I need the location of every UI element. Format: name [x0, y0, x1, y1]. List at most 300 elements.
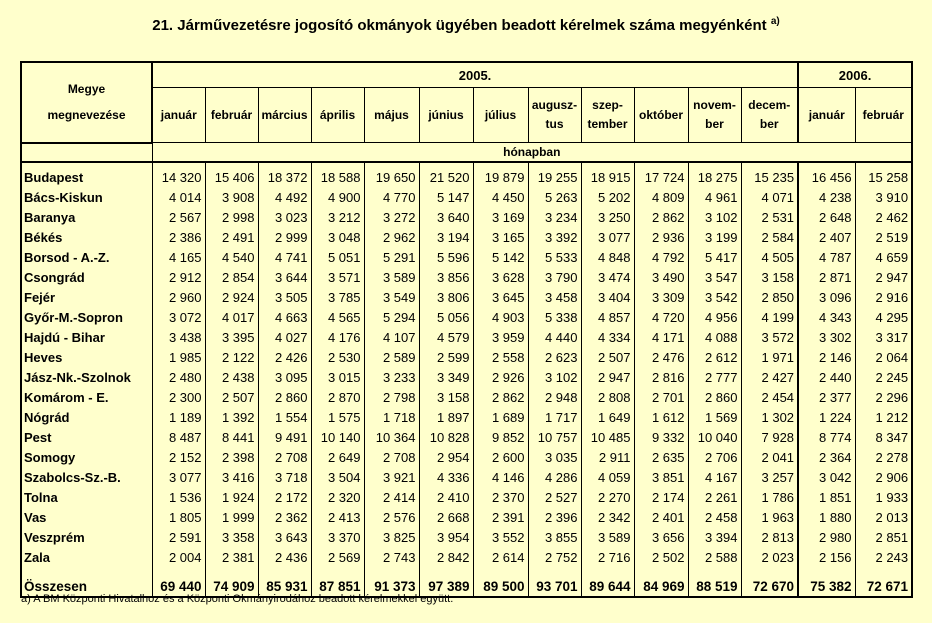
value-cell: 2 912 — [152, 267, 205, 287]
value-cell: 3 158 — [741, 267, 798, 287]
value-cell: 2 708 — [258, 447, 311, 467]
value-cell: 2 947 — [581, 367, 634, 387]
value-cell: 2 491 — [205, 227, 258, 247]
county-name: Zala — [21, 547, 152, 567]
table-row — [21, 407, 912, 427]
value-cell: 21 520 — [419, 162, 473, 187]
value-cell: 1 963 — [741, 507, 798, 527]
value-cell: 4 505 — [741, 247, 798, 267]
value-cell: 2 591 — [152, 527, 205, 547]
value-cell: 2 122 — [205, 347, 258, 367]
value-cell: 2 600 — [473, 447, 528, 467]
value-cell: 3 549 — [364, 287, 419, 307]
value-cell: 3 048 — [311, 227, 364, 247]
month-header-line1: július — [484, 107, 517, 122]
value-cell: 3 158 — [419, 387, 473, 407]
month-header-line1: május — [374, 107, 409, 122]
value-cell: 1 302 — [741, 407, 798, 427]
value-cell: 4 295 — [855, 307, 912, 327]
value-cell: 2 152 — [152, 447, 205, 467]
value-cell: 9 491 — [258, 427, 311, 447]
month-header-row — [21, 88, 912, 143]
value-cell: 2 527 — [528, 487, 581, 507]
value-cell: 2 948 — [528, 387, 581, 407]
table-row — [21, 187, 912, 207]
value-cell: 2 777 — [688, 367, 741, 387]
county-name: Pest — [21, 427, 152, 447]
value-cell: 3 785 — [311, 287, 364, 307]
value-cell: 2 860 — [258, 387, 311, 407]
value-cell: 3 169 — [473, 207, 528, 227]
value-cell: 2 862 — [473, 387, 528, 407]
county-name: Budapest — [21, 162, 152, 187]
value-cell: 89 644 — [581, 567, 634, 597]
value-cell: 2 507 — [205, 387, 258, 407]
value-cell: 2 708 — [364, 447, 419, 467]
value-cell: 2 716 — [581, 547, 634, 567]
value-cell: 2 342 — [581, 507, 634, 527]
value-cell: 5 294 — [364, 307, 419, 327]
value-cell: 3 395 — [205, 327, 258, 347]
value-cell: 2 576 — [364, 507, 419, 527]
value-cell: 1 897 — [419, 407, 473, 427]
county-name: Bács-Kiskun — [21, 187, 152, 207]
table-row — [21, 467, 912, 487]
value-cell: 5 533 — [528, 247, 581, 267]
value-cell: 3 370 — [311, 527, 364, 547]
value-cell: 2 862 — [634, 207, 688, 227]
value-cell: 2 370 — [473, 487, 528, 507]
year-2006-header: 2006. — [798, 62, 912, 88]
value-cell: 3 394 — [688, 527, 741, 547]
value-cell: 4 770 — [364, 187, 419, 207]
value-cell: 4 107 — [364, 327, 419, 347]
value-cell: 3 077 — [152, 467, 205, 487]
value-cell: 3 954 — [419, 527, 473, 547]
value-cell: 2 398 — [205, 447, 258, 467]
table-row — [21, 387, 912, 407]
value-cell: 3 199 — [688, 227, 741, 247]
month-header-line1: január — [160, 107, 197, 122]
value-cell: 3 806 — [419, 287, 473, 307]
value-cell: 2 300 — [152, 387, 205, 407]
unit-header: hónapban — [152, 143, 912, 163]
value-cell: 4 343 — [798, 307, 855, 327]
value-cell: 2 947 — [855, 267, 912, 287]
value-cell: 3 825 — [364, 527, 419, 547]
value-cell: 3 718 — [258, 467, 311, 487]
value-cell: 4 027 — [258, 327, 311, 347]
value-cell: 4 663 — [258, 307, 311, 327]
value-cell: 1 189 — [152, 407, 205, 427]
table-row — [21, 427, 912, 447]
value-cell: 3 474 — [581, 267, 634, 287]
value-cell: 2 999 — [258, 227, 311, 247]
month-header — [311, 88, 364, 143]
value-cell: 2 410 — [419, 487, 473, 507]
value-cell: 8 441 — [205, 427, 258, 447]
value-cell: 5 338 — [528, 307, 581, 327]
county-name: Szabolcs-Sz.-B. — [21, 467, 152, 487]
value-cell: 1 971 — [741, 347, 798, 367]
value-cell: 2 623 — [528, 347, 581, 367]
month-header — [473, 88, 528, 143]
county-name: Békés — [21, 227, 152, 247]
value-cell: 3 023 — [258, 207, 311, 227]
value-cell: 2 668 — [419, 507, 473, 527]
value-cell: 1 536 — [152, 487, 205, 507]
value-cell: 2 871 — [798, 267, 855, 287]
value-cell: 9 332 — [634, 427, 688, 447]
value-cell: 3 959 — [473, 327, 528, 347]
value-cell: 2 462 — [855, 207, 912, 227]
value-cell: 2 752 — [528, 547, 581, 567]
value-cell: 18 275 — [688, 162, 741, 187]
value-cell: 1 880 — [798, 507, 855, 527]
value-cell: 19 879 — [473, 162, 528, 187]
value-cell: 4 171 — [634, 327, 688, 347]
table-row — [21, 447, 912, 467]
value-cell: 2 530 — [311, 347, 364, 367]
month-header-line1: novem- — [693, 98, 736, 112]
value-cell: 3 505 — [258, 287, 311, 307]
value-cell: 5 147 — [419, 187, 473, 207]
value-cell: 18 588 — [311, 162, 364, 187]
value-cell: 3 790 — [528, 267, 581, 287]
value-cell: 3 250 — [581, 207, 634, 227]
value-cell: 3 572 — [741, 327, 798, 347]
value-cell: 72 671 — [855, 567, 912, 597]
value-cell: 3 416 — [205, 467, 258, 487]
value-cell: 1 212 — [855, 407, 912, 427]
value-cell: 2 558 — [473, 347, 528, 367]
value-cell: 97 389 — [419, 567, 473, 597]
value-cell: 4 146 — [473, 467, 528, 487]
value-cell: 3 072 — [152, 307, 205, 327]
value-cell: 10 757 — [528, 427, 581, 447]
value-cell: 1 717 — [528, 407, 581, 427]
county-name: Vas — [21, 507, 152, 527]
value-cell: 3 656 — [634, 527, 688, 547]
value-cell: 2 427 — [741, 367, 798, 387]
table-row — [21, 227, 912, 247]
value-cell: 4 741 — [258, 247, 311, 267]
value-cell: 2 531 — [741, 207, 798, 227]
value-cell: 3 851 — [634, 467, 688, 487]
table-header — [21, 62, 912, 162]
value-cell: 8 487 — [152, 427, 205, 447]
value-cell: 4 165 — [152, 247, 205, 267]
value-cell: 14 320 — [152, 162, 205, 187]
county-name: Hajdú - Bihar — [21, 327, 152, 347]
value-cell: 2 584 — [741, 227, 798, 247]
value-cell: 4 071 — [741, 187, 798, 207]
value-cell: 2 851 — [855, 527, 912, 547]
value-cell: 3 095 — [258, 367, 311, 387]
value-cell: 2 064 — [855, 347, 912, 367]
value-cell: 84 969 — [634, 567, 688, 597]
value-cell: 2 041 — [741, 447, 798, 467]
value-cell: 2 004 — [152, 547, 205, 567]
year-2005-header: 2005. — [152, 62, 798, 88]
value-cell: 1 985 — [152, 347, 205, 367]
value-cell: 4 199 — [741, 307, 798, 327]
month-header-line1: június — [428, 107, 464, 122]
value-cell: 4 956 — [688, 307, 741, 327]
value-cell: 2 270 — [581, 487, 634, 507]
value-cell: 4 176 — [311, 327, 364, 347]
value-cell: 2 612 — [688, 347, 741, 367]
value-cell: 2 156 — [798, 547, 855, 567]
value-cell: 4 900 — [311, 187, 364, 207]
value-cell: 3 404 — [581, 287, 634, 307]
value-cell: 2 364 — [798, 447, 855, 467]
value-cell: 3 571 — [311, 267, 364, 287]
value-cell: 2 426 — [258, 347, 311, 367]
month-header-line2: ber — [759, 117, 779, 131]
value-cell: 2 438 — [205, 367, 258, 387]
value-cell: 2 649 — [311, 447, 364, 467]
value-cell: 2 860 — [688, 387, 741, 407]
value-cell: 2 391 — [473, 507, 528, 527]
value-cell: 3 042 — [798, 467, 855, 487]
value-cell: 4 659 — [855, 247, 912, 267]
value-cell: 2 278 — [855, 447, 912, 467]
value-cell: 2 023 — [741, 547, 798, 567]
value-cell: 4 961 — [688, 187, 741, 207]
value-cell: 4 017 — [205, 307, 258, 327]
month-header-line1: március — [261, 107, 308, 122]
value-cell: 15 258 — [855, 162, 912, 187]
county-name: Jász-Nk.-Szolnok — [21, 367, 152, 387]
month-header-line2: ber — [705, 117, 724, 131]
county-name: Fejér — [21, 287, 152, 307]
value-cell: 10 140 — [311, 427, 364, 447]
value-cell: 2 507 — [581, 347, 634, 367]
value-cell: 3 908 — [205, 187, 258, 207]
month-header — [205, 88, 258, 143]
month-header-line1: október — [638, 107, 683, 122]
value-cell: 2 381 — [205, 547, 258, 567]
month-header-line1: január — [808, 107, 845, 122]
table-row — [21, 287, 912, 307]
value-cell: 2 926 — [473, 367, 528, 387]
county-name: Somogy — [21, 447, 152, 467]
value-cell: 2 960 — [152, 287, 205, 307]
value-cell: 3 302 — [798, 327, 855, 347]
value-cell: 3 358 — [205, 527, 258, 547]
value-cell: 2 567 — [152, 207, 205, 227]
table-row — [21, 547, 912, 567]
value-cell: 3 589 — [364, 267, 419, 287]
month-header-line1: szep- — [592, 98, 623, 112]
value-cell: 4 088 — [688, 327, 741, 347]
value-cell: 19 255 — [528, 162, 581, 187]
value-cell: 3 272 — [364, 207, 419, 227]
month-header — [741, 88, 798, 143]
value-cell: 3 628 — [473, 267, 528, 287]
month-header-line1: decem- — [748, 98, 791, 112]
month-header-line2: tember — [587, 117, 628, 131]
value-cell: 2 013 — [855, 507, 912, 527]
value-cell: 1 392 — [205, 407, 258, 427]
value-cell: 2 916 — [855, 287, 912, 307]
value-cell: 2 870 — [311, 387, 364, 407]
value-cell: 2 454 — [741, 387, 798, 407]
value-cell: 3 643 — [258, 527, 311, 547]
value-cell: 4 334 — [581, 327, 634, 347]
value-cell: 4 014 — [152, 187, 205, 207]
value-cell: 2 911 — [581, 447, 634, 467]
value-cell: 2 436 — [258, 547, 311, 567]
value-cell: 4 059 — [581, 467, 634, 487]
value-cell: 1 718 — [364, 407, 419, 427]
value-cell: 8 774 — [798, 427, 855, 447]
value-cell: 18 372 — [258, 162, 311, 187]
value-cell: 4 579 — [419, 327, 473, 347]
value-cell: 2 954 — [419, 447, 473, 467]
value-cell: 3 102 — [688, 207, 741, 227]
value-cell: 72 670 — [741, 567, 798, 597]
month-header — [152, 88, 205, 143]
value-cell: 1 224 — [798, 407, 855, 427]
value-cell: 2 458 — [688, 507, 741, 527]
value-cell: 3 547 — [688, 267, 741, 287]
value-cell: 2 936 — [634, 227, 688, 247]
value-cell: 1 554 — [258, 407, 311, 427]
value-cell: 2 401 — [634, 507, 688, 527]
value-cell: 16 456 — [798, 162, 855, 187]
value-cell: 15 235 — [741, 162, 798, 187]
value-cell: 3 438 — [152, 327, 205, 347]
table-row — [21, 247, 912, 267]
title-text: 21. Járművezetésre jogosító okmányok ügyében beadott kérelmek száma megyénként — [152, 17, 767, 34]
month-header — [528, 88, 581, 143]
value-cell: 3 165 — [473, 227, 528, 247]
value-cell: 1 805 — [152, 507, 205, 527]
value-cell: 2 476 — [634, 347, 688, 367]
value-cell: 4 720 — [634, 307, 688, 327]
value-cell: 2 743 — [364, 547, 419, 567]
value-cell: 2 798 — [364, 387, 419, 407]
value-cell: 2 701 — [634, 387, 688, 407]
value-cell: 1 999 — [205, 507, 258, 527]
county-name: Csongrád — [21, 267, 152, 287]
value-cell: 91 373 — [364, 567, 419, 597]
value-cell: 4 286 — [528, 467, 581, 487]
value-cell: 3 856 — [419, 267, 473, 287]
value-cell: 2 480 — [152, 367, 205, 387]
value-cell: 4 336 — [419, 467, 473, 487]
value-cell: 3 317 — [855, 327, 912, 347]
value-cell: 1 575 — [311, 407, 364, 427]
value-cell: 1 689 — [473, 407, 528, 427]
value-cell: 2 648 — [798, 207, 855, 227]
value-cell: 1 612 — [634, 407, 688, 427]
value-cell: 3 645 — [473, 287, 528, 307]
value-cell: 1 924 — [205, 487, 258, 507]
value-cell: 4 492 — [258, 187, 311, 207]
value-cell: 4 540 — [205, 247, 258, 267]
value-cell: 69 440 — [152, 567, 205, 597]
value-cell: 2 588 — [688, 547, 741, 567]
value-cell: 89 500 — [473, 567, 528, 597]
value-cell: 19 650 — [364, 162, 419, 187]
value-cell: 4 167 — [688, 467, 741, 487]
value-cell: 3 077 — [581, 227, 634, 247]
value-cell: 15 406 — [205, 162, 258, 187]
value-cell: 2 569 — [311, 547, 364, 567]
value-cell: 3 589 — [581, 527, 634, 547]
value-cell: 4 848 — [581, 247, 634, 267]
month-header — [258, 88, 311, 143]
value-cell: 2 589 — [364, 347, 419, 367]
value-cell: 4 440 — [528, 327, 581, 347]
value-cell: 2 172 — [258, 487, 311, 507]
value-cell: 2 261 — [688, 487, 741, 507]
county-name: Baranya — [21, 207, 152, 227]
value-cell: 2 635 — [634, 447, 688, 467]
value-cell: 2 174 — [634, 487, 688, 507]
value-cell: 1 933 — [855, 487, 912, 507]
value-cell: 10 485 — [581, 427, 634, 447]
value-cell: 2 413 — [311, 507, 364, 527]
value-cell: 2 998 — [205, 207, 258, 227]
value-cell: 4 238 — [798, 187, 855, 207]
value-cell: 2 146 — [798, 347, 855, 367]
value-cell: 3 640 — [419, 207, 473, 227]
value-cell: 2 850 — [741, 287, 798, 307]
month-header-line1: április — [319, 107, 356, 122]
value-cell: 10 040 — [688, 427, 741, 447]
table-title — [0, 16, 932, 34]
month-header — [855, 88, 912, 143]
county-name: Tolna — [21, 487, 152, 507]
value-cell: 8 347 — [855, 427, 912, 447]
month-header-line1: augusz- — [531, 98, 578, 112]
value-cell: 1 569 — [688, 407, 741, 427]
value-cell: 10 364 — [364, 427, 419, 447]
value-cell: 4 792 — [634, 247, 688, 267]
value-cell: 2 906 — [855, 467, 912, 487]
value-cell: 2 842 — [419, 547, 473, 567]
month-header-line1: február — [862, 107, 904, 122]
value-cell: 75 382 — [798, 567, 855, 597]
month-header — [419, 88, 473, 143]
value-cell: 5 202 — [581, 187, 634, 207]
value-cell: 85 931 — [258, 567, 311, 597]
table-body — [21, 162, 912, 597]
month-header — [364, 88, 419, 143]
value-cell: 2 962 — [364, 227, 419, 247]
value-cell: 5 051 — [311, 247, 364, 267]
value-cell: 3 458 — [528, 287, 581, 307]
value-cell: 2 320 — [311, 487, 364, 507]
value-cell: 3 392 — [528, 227, 581, 247]
table-row — [21, 327, 912, 347]
table-row — [21, 527, 912, 547]
value-cell: 4 857 — [581, 307, 634, 327]
value-cell: 2 816 — [634, 367, 688, 387]
value-cell: 2 414 — [364, 487, 419, 507]
footnote: a) A BM Központi Hivatalhoz és a Központi Okmányirodához beadott kérelmekkel együtt. — [21, 593, 454, 605]
value-cell: 93 701 — [528, 567, 581, 597]
value-cell: 2 980 — [798, 527, 855, 547]
value-cell: 2 519 — [855, 227, 912, 247]
value-cell: 3 490 — [634, 267, 688, 287]
value-cell: 3 102 — [528, 367, 581, 387]
value-cell: 2 706 — [688, 447, 741, 467]
